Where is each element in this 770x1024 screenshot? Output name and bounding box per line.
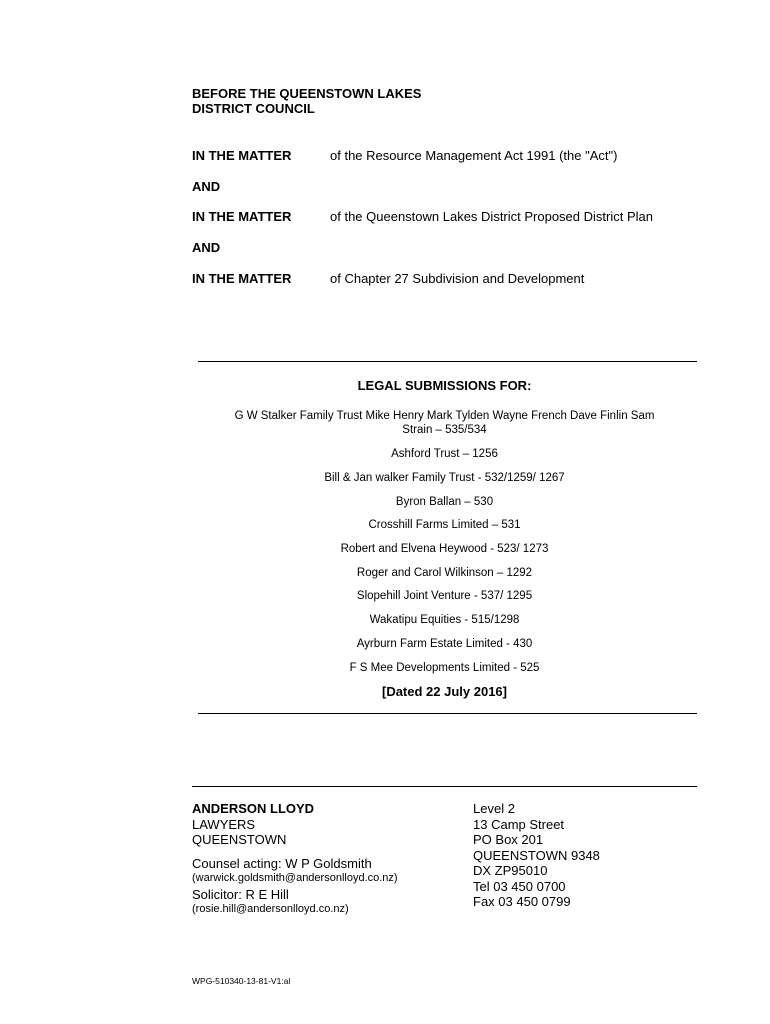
and-label-2: AND: [192, 240, 221, 255]
address-street: 13 Camp Street: [473, 816, 565, 832]
party-line: Crosshill Farms Limited – 531: [368, 519, 521, 531]
submissions-title: LEGAL SUBMISSIONS FOR:: [357, 378, 532, 393]
divider-bottom: [192, 786, 697, 787]
matter-text-1: of the Resource Management Act 1991 (the "Act"): [330, 148, 618, 163]
party-line: Strain – 535/534: [402, 424, 487, 436]
address-level: Level 2: [473, 801, 515, 816]
address-dx: DX ZP95010: [473, 863, 548, 878]
party-line: Wakatipu Equities - 515/1298: [369, 614, 520, 626]
dated-line: [Dated 22 July 2016]: [381, 684, 507, 699]
party-line: Bill & Jan walker Family Trust - 532/1259/ 1267: [324, 472, 565, 484]
matter-text-2: of the Queenstown Lakes District Proposed District Plan: [330, 209, 653, 224]
party-line: G W Stalker Family Trust Mike Henry Mark Tylden Wayne French Dave Finlin Sam: [234, 410, 655, 422]
firm-details: [192, 801, 398, 918]
court-heading: [192, 86, 421, 116]
matter-label-3: IN THE MATTER: [192, 271, 292, 286]
party-line: Slopehill Joint Venture - 537/ 1295: [356, 590, 533, 602]
party-line: Robert and Elvena Heywood - 523/ 1273: [340, 543, 549, 555]
party-line: Ashford Trust – 1256: [391, 448, 498, 460]
divider-middle: [198, 713, 697, 714]
firm-name: ANDERSON LLOYD: [192, 801, 315, 816]
solicitor-email: (rosie.hill@andersonlloyd.co.nz): [192, 903, 349, 915]
solicitor: Solicitor: R E Hill: [192, 886, 289, 902]
party-line: Ayrburn Farm Estate Limited - 430: [356, 638, 533, 650]
firm-address: [473, 801, 600, 910]
document-reference: WPG-510340-13-81-V1:al: [192, 976, 291, 986]
party-line: Roger and Carol Wilkinson – 1292: [356, 567, 533, 579]
address-tel: Tel 03 450 0700: [473, 878, 566, 894]
firm-type: LAWYERS: [192, 816, 256, 832]
court-heading-line-2: DISTRICT COUNCIL: [192, 101, 315, 116]
matter-label-1: IN THE MATTER: [192, 148, 292, 163]
party-line: F S Mee Developments Limited - 525: [349, 662, 540, 674]
address-fax: Fax 03 450 0799: [473, 894, 571, 909]
matter-text-3: of Chapter 27 Subdivision and Development: [330, 271, 585, 286]
party-line: Byron Ballan – 530: [395, 496, 494, 508]
firm-city: QUEENSTOWN: [192, 832, 287, 847]
divider-top: [198, 361, 697, 362]
address-po-box: PO Box 201: [473, 832, 544, 847]
court-heading-line-1: BEFORE THE QUEENSTOWN LAKES: [192, 86, 422, 101]
counsel-acting: Counsel acting: W P Goldsmith: [192, 855, 372, 871]
and-label-1: AND: [192, 179, 221, 194]
counsel-email: (warwick.goldsmith@andersonlloyd.co.nz): [192, 872, 398, 884]
address-city: QUEENSTOWN 9348: [473, 847, 600, 863]
matter-label-2: IN THE MATTER: [192, 209, 292, 224]
